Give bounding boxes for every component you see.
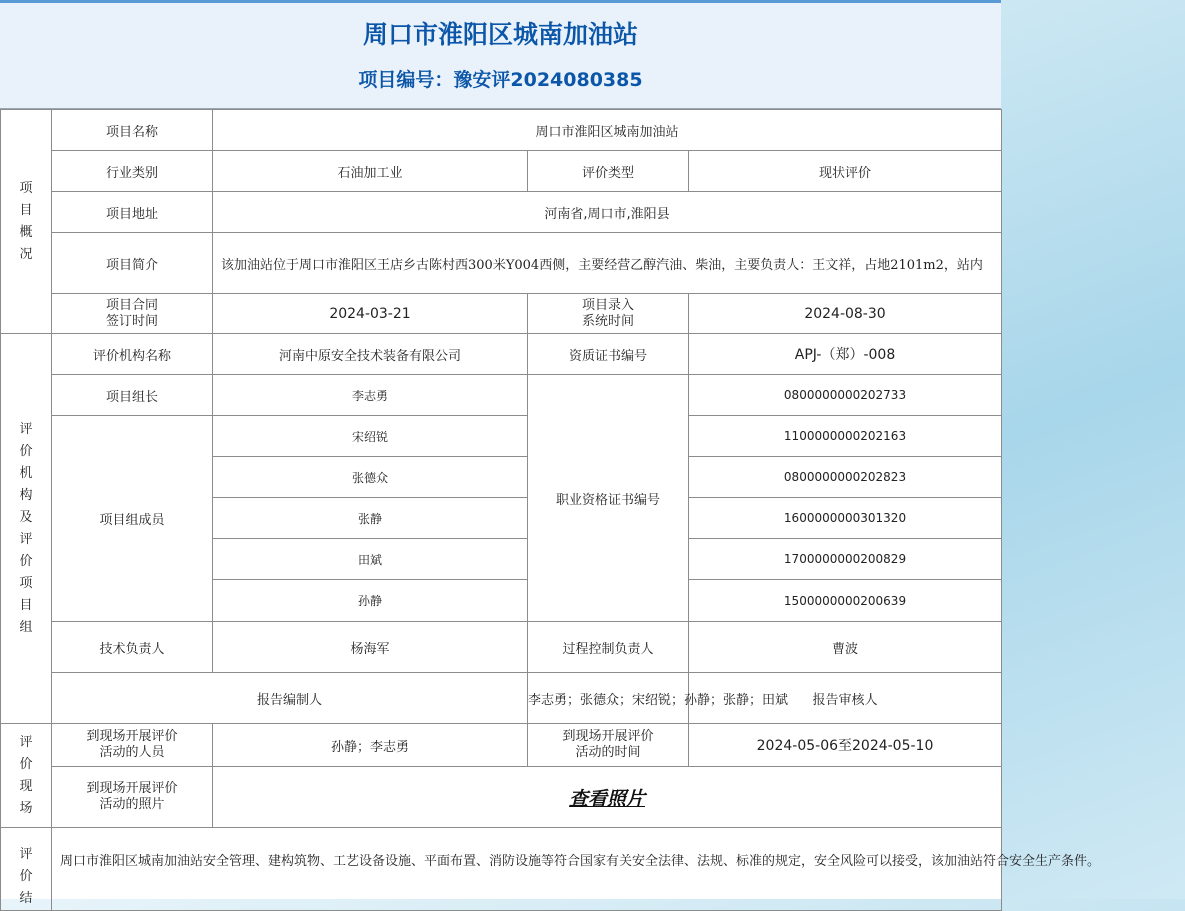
info-table bbox=[0, 109, 1101, 911]
member-name: 张静 bbox=[213, 498, 528, 539]
site-people-label: 到现场开展评价 活动的人员 bbox=[52, 724, 213, 767]
contract-time-value: 2024-03-21 bbox=[213, 294, 528, 334]
site-time-value: 2024-05-06至2024-05-10 bbox=[689, 724, 1002, 767]
leader-name: 李志勇 bbox=[213, 375, 528, 416]
industry-label: 行业类别 bbox=[52, 151, 213, 192]
section-char: 评 bbox=[19, 421, 33, 437]
member-cert: 1100000000202163 bbox=[689, 416, 1002, 457]
section-conclusion bbox=[1, 828, 52, 911]
member-cert: 0800000000202823 bbox=[689, 457, 1002, 498]
process-lead-value: 曹波 bbox=[689, 622, 1002, 673]
leader-label: 项目组长 bbox=[52, 375, 213, 416]
entry-time-label: 项目录入 系统时间 bbox=[528, 294, 689, 334]
cert-value: APJ-（郑）-008 bbox=[689, 334, 1002, 375]
leader-cert: 0800000000202733 bbox=[689, 375, 1002, 416]
page-title: 周口市淮阳区城南加油站 bbox=[362, 20, 638, 49]
member-name: 田斌 bbox=[213, 539, 528, 580]
conclusion-cell bbox=[52, 828, 1101, 911]
members-label: 项目组成员 bbox=[52, 416, 213, 622]
author-label: 报告编制人 bbox=[52, 673, 528, 724]
section-char: 目 bbox=[19, 202, 33, 218]
agency-label: 评价机构名称 bbox=[52, 334, 213, 375]
site-people-value: 孙静；李志勇 bbox=[213, 724, 528, 767]
section-char: 评 bbox=[19, 847, 33, 862]
eval-type-value: 现状评价 bbox=[689, 151, 1002, 192]
contract-time-label: 项目合同 签订时间 bbox=[52, 294, 213, 334]
view-photos-link[interactable]: 查看照片 bbox=[569, 787, 646, 810]
section-char: 概 bbox=[19, 224, 33, 240]
section-char: 评 bbox=[19, 531, 33, 547]
section-char: 项 bbox=[19, 575, 33, 591]
section-char: 评 bbox=[19, 734, 33, 750]
section-char: 构 bbox=[19, 487, 33, 503]
author-value: 李志勇；张德众；宋绍锐；孙静；张静；田斌 bbox=[528, 673, 689, 724]
project-name-value: 周口市淮阳区城南加油站 bbox=[213, 110, 1002, 151]
project-name-label: 项目名称 bbox=[52, 110, 213, 151]
section-char: 现 bbox=[19, 778, 33, 794]
cert-label: 资质证书编号 bbox=[528, 334, 689, 375]
section-overview bbox=[1, 110, 52, 334]
section-org bbox=[1, 334, 52, 724]
member-cert: 1500000000200639 bbox=[689, 580, 1002, 622]
section-char: 目 bbox=[19, 597, 33, 613]
member-cert: 1600000000301320 bbox=[689, 498, 1002, 539]
section-char: 况 bbox=[19, 246, 33, 262]
entry-time-value: 2024-08-30 bbox=[689, 294, 1002, 334]
site-time-label: 到现场开展评价 活动的时间 bbox=[528, 724, 689, 767]
member-name: 张德众 bbox=[213, 457, 528, 498]
address-value: 河南省,周口市,淮阳县 bbox=[213, 192, 1002, 233]
industry-value: 石油加工业 bbox=[213, 151, 528, 192]
site-photo-cell bbox=[213, 767, 1002, 828]
section-char: 及 bbox=[19, 509, 33, 525]
eval-type-label: 评价类型 bbox=[528, 151, 689, 192]
address-label: 项目地址 bbox=[52, 192, 213, 233]
tech-lead-label: 技术负责人 bbox=[52, 622, 213, 673]
report-header bbox=[0, 3, 1001, 109]
section-char: 组 bbox=[19, 619, 33, 635]
reviewer-label: 报告审核人 bbox=[689, 673, 1002, 724]
conclusion-text: 周口市淮阳区城南加油站安全管理、建构筑物、工艺设备设施、平面布置、消防设施等符合国家有关安全法律、法规、标准的规定，安全风险可以接受，该加油站符合安全生产条件。 bbox=[60, 854, 1101, 869]
agency-value: 河南中原安全技术装备有限公司 bbox=[213, 334, 528, 375]
section-char: 价 bbox=[19, 553, 33, 569]
section-char: 结 bbox=[19, 891, 33, 906]
site-photo-label: 到现场开展评价 活动的照片 bbox=[52, 767, 213, 828]
qual-cert-label: 职业资格证书编号 bbox=[528, 375, 689, 622]
intro-value: 该加油站位于周口市淮阳区王店乡古陈村西300米Y004西侧，主要经营乙醇汽油、柴油，主要负责人：王文祥，占地2101m2，站内 bbox=[213, 233, 1002, 294]
project-number: 项目编号：豫安评2024080385 bbox=[358, 69, 643, 91]
section-char: 场 bbox=[19, 800, 33, 816]
section-char: 价 bbox=[19, 756, 33, 772]
section-char: 价 bbox=[19, 869, 33, 884]
intro-label: 项目简介 bbox=[52, 233, 213, 294]
section-char: 机 bbox=[19, 465, 33, 481]
member-name: 孙静 bbox=[213, 580, 528, 622]
process-lead-label: 过程控制负责人 bbox=[528, 622, 689, 673]
section-site bbox=[1, 724, 52, 828]
tech-lead-value: 杨海军 bbox=[213, 622, 528, 673]
section-char: 价 bbox=[19, 443, 33, 459]
member-cert: 1700000000200829 bbox=[689, 539, 1002, 580]
section-char: 项 bbox=[19, 180, 33, 196]
member-name: 宋绍锐 bbox=[213, 416, 528, 457]
